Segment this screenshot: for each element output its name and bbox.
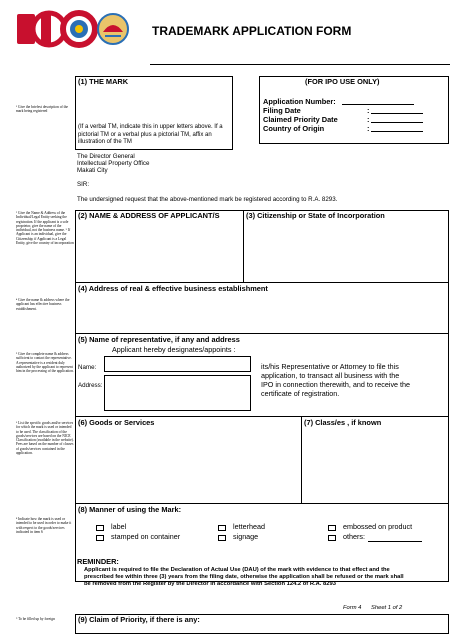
others-input-line[interactable] — [368, 541, 422, 542]
goods-label: (6) Goods or Services — [78, 418, 155, 427]
manner-label: (8) Manner of using the Mark: — [78, 505, 182, 514]
country-origin-line — [371, 131, 423, 132]
priority-date-colon: : — [367, 115, 370, 124]
option-label: label — [111, 522, 127, 531]
priority-date-label: Claimed Priority Date — [263, 115, 338, 124]
side-note-applicant: ² Give the Name & Address of the Individual/Legal Entity seeking the registration. If the applicant is a sole proprietor, give the name of the individual, not the business name. ³ If Applicant is an individual, give the Citizenship; if Applicant is a Legal Entity, give the country of incorporation — [16, 211, 74, 246]
side-note-representative: ⁵ Give the complete name & address sufficient to contact the representative. A representative is a resident duly authorized by the applicant to represent him in the processing of the application. — [16, 352, 74, 374]
option-others: others: — [343, 532, 365, 541]
rule-after-goods — [75, 503, 449, 504]
director-line: The Director General — [77, 153, 135, 160]
side-note-business: ⁴ Give the name & address where the applicant has effective business establishment. — [16, 298, 70, 311]
filing-date-line — [371, 113, 423, 114]
priority-date-line — [371, 122, 423, 123]
priority-label: (9) Claim of Priority, if there is any: — [78, 615, 200, 624]
rep-address-field[interactable] — [104, 375, 251, 411]
rule-after-business — [75, 333, 449, 334]
ipo-use-title: (FOR IPO USE ONLY) — [305, 77, 380, 86]
checkbox-signage[interactable] — [218, 535, 226, 541]
business-label: (4) Address of real & effective business establishment — [78, 284, 268, 293]
rep-name-field[interactable] — [104, 356, 251, 372]
citizenship-label: (3) Citizenship or State of Incorporation — [246, 211, 385, 220]
checkbox-embossed[interactable] — [328, 525, 336, 531]
rep-name-label: Name: — [78, 364, 97, 371]
office-line: Intellectual Property Office — [77, 160, 150, 167]
option-embossed: embossed on product — [343, 522, 413, 531]
mark-label: (1) THE MARK — [78, 77, 129, 86]
option-stamped: stamped on container — [111, 532, 181, 541]
mark-note: (If a verbal TM, indicate this in upper letters above. If a pictorial TM or a verbal plus a pictorial TM, affix an illustration of the TM — [78, 124, 223, 146]
option-signage: signage — [233, 532, 259, 541]
rep-address-label: Address: — [78, 382, 103, 389]
reminder-text: Applicant is required to file the Declaration of Actual Use (DAU) of the mark with evidence to that effect and the prescribed fee within three (3) years from the filing date, otherwise the application shall be refused or the mark shall be removed from the Register by the Director in accordance with Section 124.2 of R.A. 8293 — [84, 567, 404, 588]
checkbox-label[interactable] — [96, 525, 104, 531]
rule-after-representative — [75, 416, 449, 417]
representative-label: (5) Name of representative, if any and address — [78, 335, 240, 344]
side-note-manner: ⁸ Indicate how the mark is used or intended to be used in order to make it with respect to the goods/services indicated in item 6 — [16, 517, 72, 534]
filing-date-colon: : — [367, 106, 370, 115]
divider-goods-classes — [301, 416, 302, 503]
form-number: Form 4 — [343, 605, 362, 611]
filing-date-label: Filing Date — [263, 106, 301, 115]
side-note-mark: ¹ Give the briefest description of the mark being registered — [16, 105, 68, 114]
rep-authority-text: its/his Representative or Attorney to file this application, to transact all business with the IPO in connection therewith, and to receive the certificate of registration. — [261, 362, 411, 398]
divider-applicant-citizenship — [243, 210, 244, 282]
checkbox-letterhead[interactable] — [218, 525, 226, 531]
side-note-priority: ⁹ To be filled up by foreign — [16, 617, 55, 621]
header-rule — [150, 64, 450, 65]
applicant-label: (2) NAME & ADDRESS OF APPLICANT/S — [78, 211, 220, 220]
city-line: Makati City — [77, 167, 108, 174]
application-number-label: Application Number: — [263, 97, 336, 106]
country-origin-label: Country of Origin — [263, 124, 325, 133]
side-note-goods: ⁶ List the specific goods and/or services for which the mark is used or intended to be used. The classification of the goods/services are based on the NICE Classification (available in the website). Fees are based on the number of classes of goods/services contained in the application. — [16, 421, 74, 456]
country-origin-colon: : — [367, 124, 370, 133]
designates-text: Applicant hereby designates/appoints : — [112, 345, 236, 354]
request-text: The undersigned request that the above-mentioned mark be registered according to R.A. 8293. — [77, 196, 338, 203]
reminder-title: REMINDER: — [77, 557, 119, 566]
option-letterhead: letterhead — [233, 522, 265, 531]
ipo-logo — [15, 8, 130, 50]
rule-after-applicant — [75, 282, 449, 283]
salutation: SIR: — [77, 181, 90, 188]
checkbox-stamped[interactable] — [96, 535, 104, 541]
classes-label: (7) Class/es , if known — [304, 418, 382, 427]
checkbox-others[interactable] — [328, 535, 336, 541]
sheet-number: Sheet 1 of 2 — [371, 605, 403, 611]
application-number-line — [342, 104, 414, 105]
page-title: TRADEMARK APPLICATION FORM — [152, 24, 352, 38]
